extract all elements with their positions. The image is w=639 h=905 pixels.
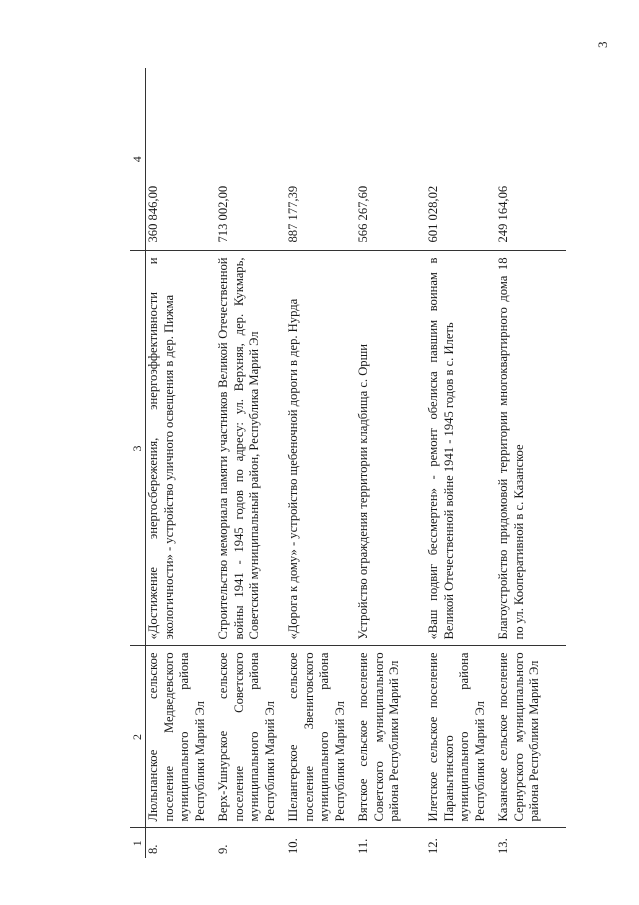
column-header-2: 2: [130, 646, 146, 828]
column-header-4: 4: [130, 68, 146, 251]
grants-table: [130, 68, 566, 858]
table-row: [216, 68, 286, 858]
settlement-name: Илетское сельское поселение Параньгинского муниципального района Республики Марий Эл: [426, 646, 496, 828]
settlement-name: Люльпанское сельское поселение Медведевского муниципального района Республики Марий Эл: [146, 646, 217, 828]
rotated-table-wrapper: [130, 68, 542, 858]
row-number: 10.: [286, 828, 356, 858]
row-number: 8.: [146, 828, 217, 858]
project-description: «Ваш подвиг бессмертен» - ремонт обелиска павшим воинам в Великой Отечественной войне 1941 - 1945 годов в с. Илеть: [426, 251, 496, 646]
project-description: Благоустройство придомовой территории многоквартирного дома 18 по ул. Кооперативной в с. Казанское: [496, 251, 566, 646]
grant-amount: 249 164,06: [496, 185, 511, 243]
row-number: 11.: [356, 828, 426, 858]
project-description: Устройство ограждения территории кладбища с. Орши: [356, 251, 426, 646]
settlement-name: Казанское сельское поселение Сернурского муниципального района Республики Марий Эл: [496, 646, 566, 828]
table-row: [286, 68, 356, 858]
table-row: [426, 68, 496, 858]
row-number: 12.: [426, 828, 496, 858]
row-number: 13.: [496, 828, 566, 858]
row-number: 9.: [216, 828, 286, 858]
column-header-1: 1: [130, 828, 146, 858]
settlement-name: Верх-Ушнурское сельское поселение Советского муниципального района Республики Марий Эл: [216, 646, 286, 828]
project-description: «Достижение энергосбережения, энергоэффективности и экологичности» - устройство уличного освещения в дер. Пижма: [146, 251, 217, 646]
table-row: [356, 68, 426, 858]
grant-amount: 601 028,02: [426, 185, 441, 243]
column-header-3: 3: [130, 251, 146, 646]
grant-amount: 713 002,00: [216, 185, 231, 243]
page-number: 3: [595, 41, 610, 48]
table-header-row: [130, 68, 146, 858]
grant-amount: 360 846,00: [146, 185, 161, 243]
project-description: Строительство мемориала памяти участников Великой Отечественной войны 1941 - 1945 годов по адресу: ул. Верхняя, дер. Кукмарь, Советский муниципальный район, Республика Марий Эл: [216, 251, 286, 646]
table-row: [496, 68, 566, 858]
settlement-name: Вятское сельское поселение Советского муниципального района Республики Марий Эл: [356, 646, 426, 828]
grant-amount: 566 267,60: [356, 185, 371, 243]
project-description: «Дорога к дому» - устройство щебеночной дороги в дер. Нурда: [286, 251, 356, 646]
table-row: [146, 68, 217, 858]
settlement-name: Шелангерское сельское поселение Звениговского муниципального района Республики Марий Эл: [286, 646, 356, 828]
grant-amount: 887 177,39: [286, 185, 301, 243]
